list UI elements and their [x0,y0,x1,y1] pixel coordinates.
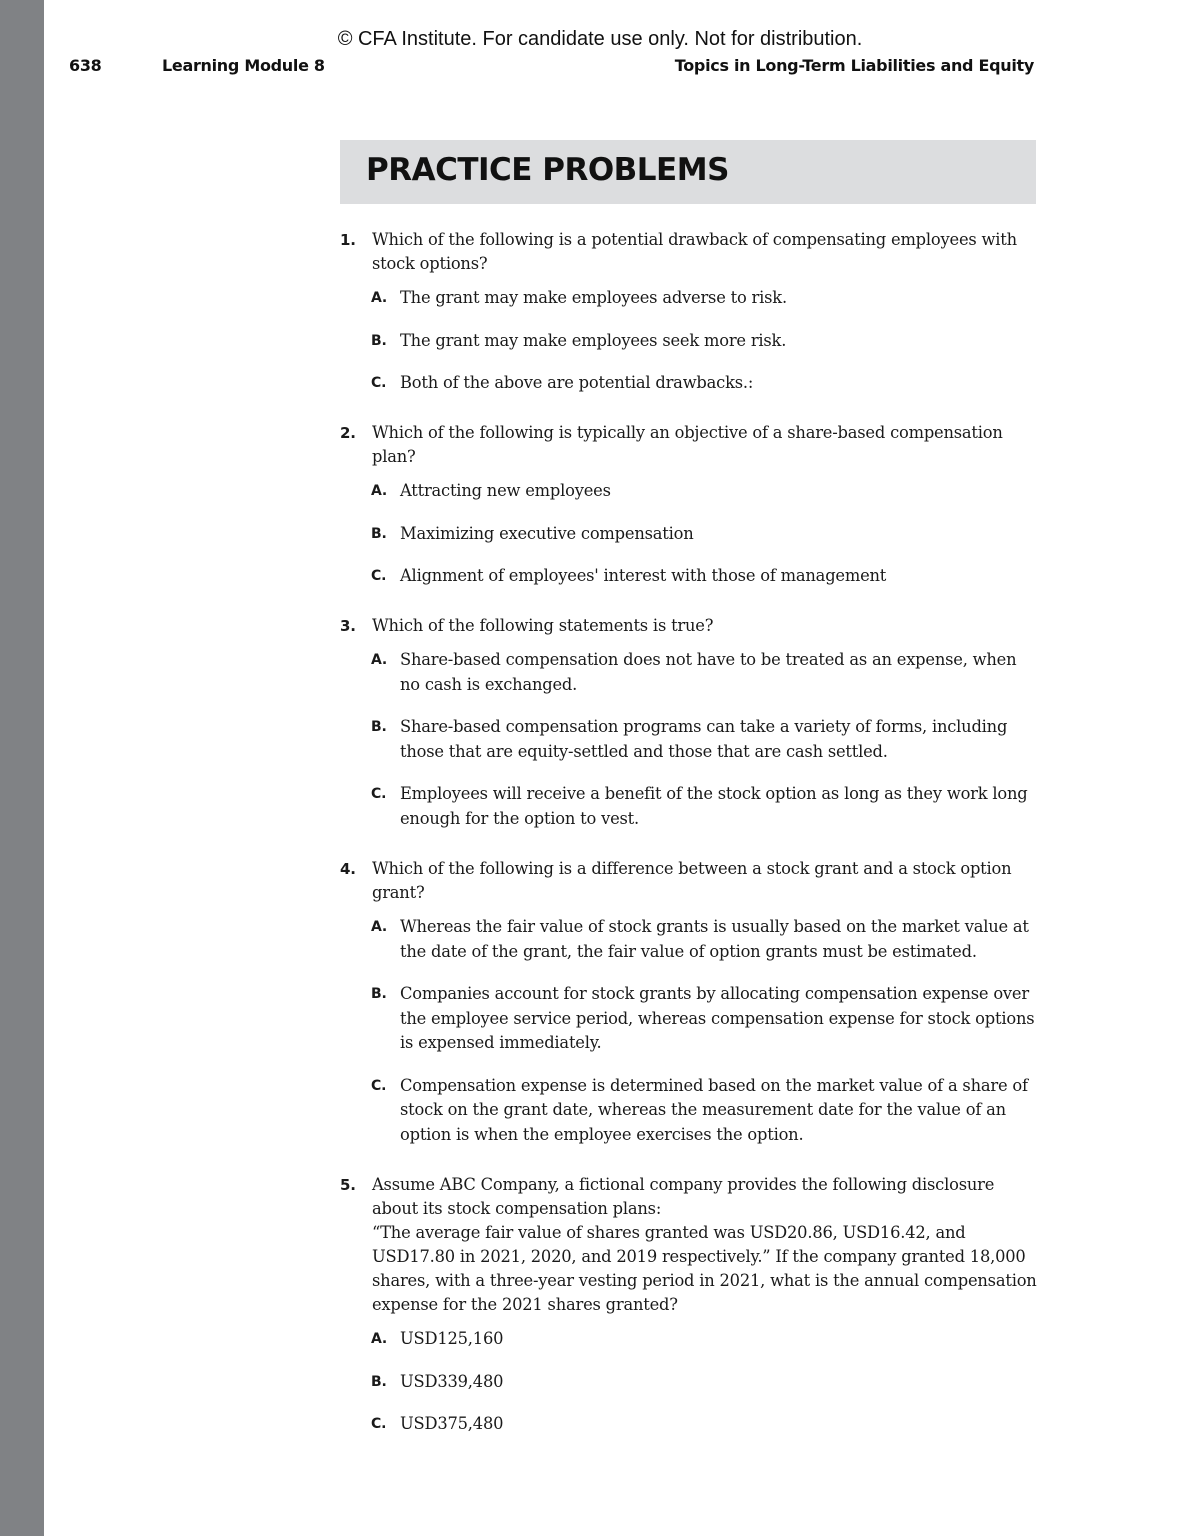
question-number: 5. [340,1176,356,1194]
answer-choice [340,286,1040,311]
choice-text: USD375,480 [400,1414,504,1433]
choice-letter: C. [371,375,387,391]
problem-3 [340,614,1040,831]
choice-letter: B. [371,332,387,349]
choice-letter: A. [371,652,388,668]
problem-1 [340,228,1040,396]
choice-letter: B. [371,719,387,735]
running-title: Topics in Long-Term Liabilities and Equity [674,56,1034,75]
question [340,228,1040,276]
choice-letter: C. [371,568,387,584]
choice-text: Attracting new employees [400,481,611,500]
answer-choice [340,522,1040,547]
question [340,421,1040,469]
question-quote: “The average fair value of shares granted was USD20.86, USD16.42, and USD17.80 in 2021, 2020, and 2019 respectively.” If the company granted 18,000 shares, with a three-year vesting period in 2021, what is the annual compensation expense for the 2021 shares granted? [372,1223,1037,1314]
answer-choice [340,371,1040,396]
choice-text: Whereas the fair value of stock grants is usually based on the market value at the date of the grant, the fair value of option grants must be estimated. [400,917,1029,961]
choice-letter: B. [371,986,387,1002]
choice-text: USD125,160 [400,1329,504,1348]
answer-choice [340,648,1040,697]
choice-letter: B. [371,525,387,542]
problem-4 [340,857,1040,1147]
question-text: Which of the following is a difference between a stock grant and a stock option grant? [372,859,1012,902]
choice-text: Alignment of employees' interest with those of management [400,566,887,585]
section-title: PRACTICE PROBLEMS [366,152,729,188]
choice-text: The grant may make employees adverse to risk. [400,288,787,307]
choice-text: Maximizing executive compensation [400,523,694,543]
choice-text: Companies account for stock grants by allocating compensation expense over the employee service period, whereas compensation expense for stock options is expensed immediately. [400,984,1035,1052]
question-text: Which of the following is a potential drawback of compensating employees with stock options? [372,230,1017,273]
choice-text: The grant may make employees seek more risk. [400,330,787,350]
page-margin-bar [0,0,44,1536]
question-text: Assume ABC Company, a fictional company provides the following disclosure about its stock compensation plans: [372,1175,995,1218]
question [340,857,1040,905]
problem-2 [340,421,1040,589]
choice-letter: C. [371,786,387,802]
answer-choice [340,1412,1040,1437]
page-number: 638 [69,56,102,75]
question [340,1173,1040,1317]
choice-letter: B. [371,1373,387,1390]
question-text: Which of the following statements is true? [372,616,714,635]
question-number: 1. [340,231,356,249]
choice-text: Share-based compensation does not have to be treated as an expense, when no cash is exchanged. [400,650,1017,694]
answer-choice [340,1074,1040,1148]
answer-choice [340,782,1040,831]
choice-letter: C. [371,1416,387,1432]
answer-choice [340,479,1040,504]
choice-text: Compensation expense is determined based on the market value of a share of stock on the grant date, whereas the measurement date for the value of an option is when the employee exercises the option. [400,1075,1028,1144]
answer-choice [340,564,1040,589]
problem-5 [340,1173,1040,1437]
choice-letter: A. [371,919,388,935]
module-label: Learning Module 8 [162,56,325,75]
choice-letter: A. [371,290,388,306]
question [340,614,1040,638]
answer-choice [340,1327,1040,1352]
answer-choice [340,715,1040,764]
choice-text: USD339,480 [400,1371,504,1391]
choice-letter: C. [371,1077,387,1094]
choice-text: Employees will receive a benefit of the stock option as long as they work long enough for the option to vest. [400,784,1028,828]
question-number: 3. [340,617,356,635]
copyright-watermark: © CFA Institute. For candidate use only. Not for distribution. [337,28,863,50]
answer-choice [340,915,1040,964]
question-number: 2. [340,424,356,442]
section-header [340,140,1036,204]
choice-text: Both of the above are potential drawbacks.: [400,373,754,392]
answer-choice [340,1370,1040,1395]
answer-choice [340,982,1040,1056]
choice-letter: A. [371,483,388,499]
question-number: 4. [340,860,356,878]
choice-text: Share-based compensation programs can take a variety of forms, including those that are equity-settled and those that are cash settled. [400,717,1008,761]
answer-choice [340,329,1040,354]
question-text: Which of the following is typically an objective of a share-based compensation plan? [372,423,1003,466]
choice-letter: A. [371,1331,388,1347]
